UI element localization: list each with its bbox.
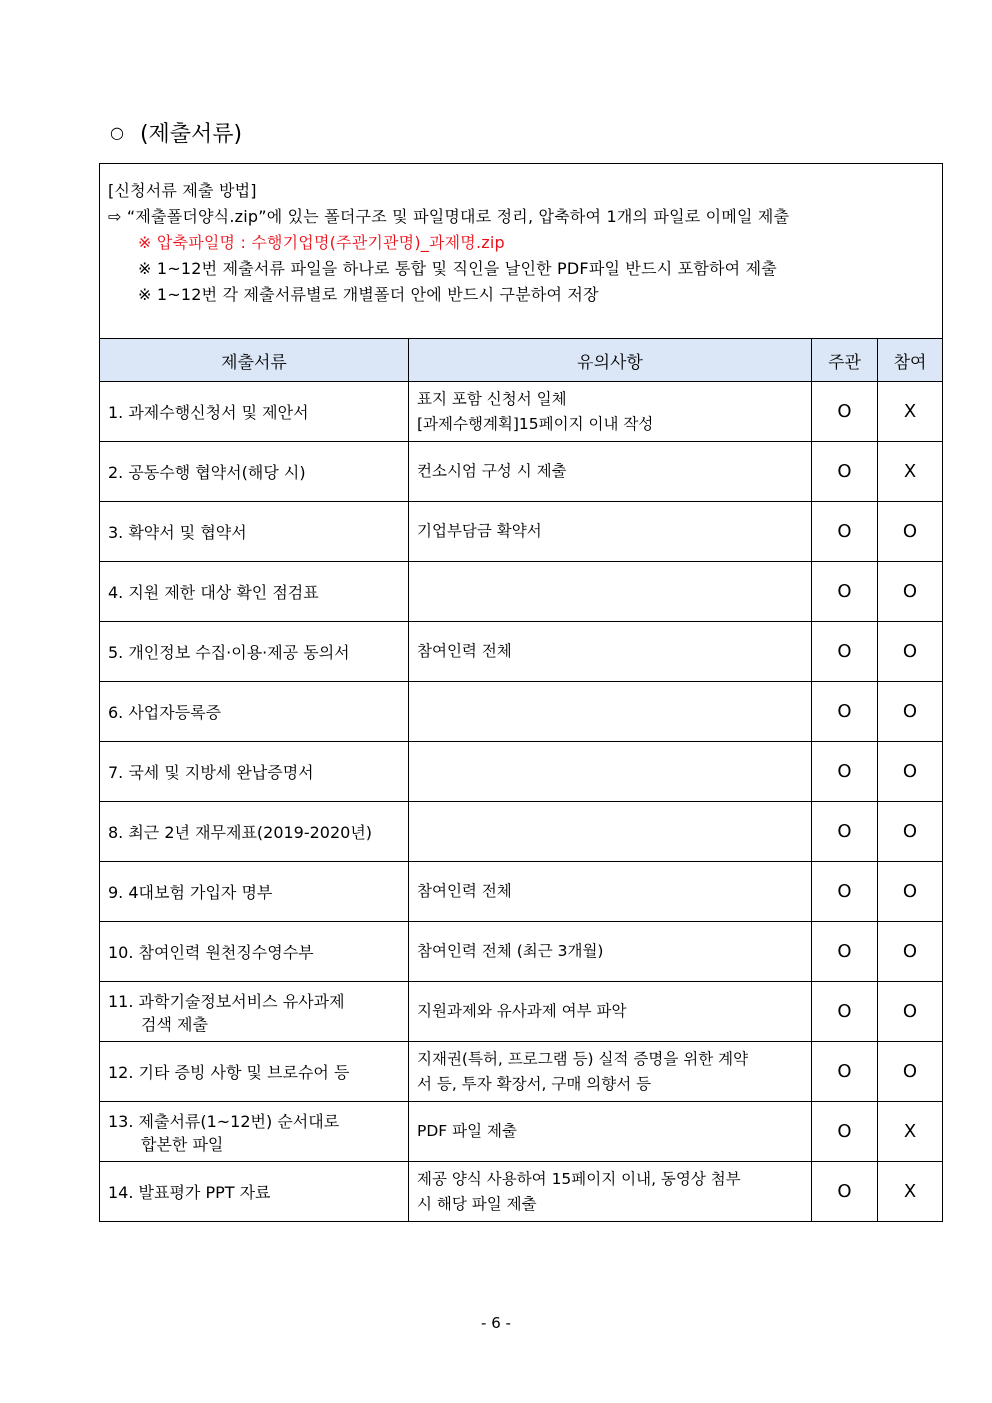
- note-line-1: PDF 파일 제출: [417, 1122, 517, 1140]
- note-line-1: 표지 포함 신청서 일체: [417, 389, 567, 408]
- table-row: [100, 862, 943, 922]
- note-cell: [409, 1042, 812, 1102]
- document-name: 3. 확약서 및 협약서: [108, 523, 247, 542]
- participant-mark-cell: [878, 1102, 943, 1162]
- lead-mark: O: [837, 821, 852, 842]
- page-number: - 6 -: [481, 1314, 511, 1332]
- method-arrow-line: ⇨ “제출폴더양식.zip”에 있는 폴더구조 및 파일명대로 정리, 압축하여 1개의 파일로 이메일 제출: [108, 207, 790, 226]
- note-cell: [409, 382, 812, 442]
- method-heading: [신청서류 제출 방법]: [108, 181, 257, 200]
- document-name-cell: [100, 562, 409, 622]
- participant-mark-cell: [878, 502, 943, 562]
- document-name: 13. 제출서류(1~12번) 순서대로: [108, 1111, 340, 1131]
- participant-mark-cell: [878, 802, 943, 862]
- document-name-cell: [100, 442, 409, 502]
- lead-mark: O: [837, 761, 852, 782]
- participant-mark: O: [902, 701, 918, 722]
- lead-mark-cell: [812, 682, 878, 742]
- participant-mark: O: [902, 761, 918, 782]
- note-line-1: 지원과제와 유사과제 여부 파악: [417, 1002, 627, 1020]
- document-name-cell: [100, 1042, 409, 1102]
- lead-mark-cell: [812, 502, 878, 562]
- folder-note: ※ 1~12번 각 제출서류별로 개별폴더 안에 반드시 구분하여 저장: [138, 285, 599, 304]
- document-name: 12. 기타 증빙 사항 및 브로슈어 등: [108, 1063, 350, 1082]
- participant-mark-cell: [878, 1162, 943, 1222]
- table-row: [100, 682, 943, 742]
- note-cell: [409, 742, 812, 802]
- note-cell: [409, 982, 812, 1042]
- note-line-2: 시 해당 파일 제출: [417, 1194, 537, 1213]
- document-name-cell: [100, 502, 409, 562]
- table-row: [100, 1042, 943, 1102]
- header-participant: 참여: [878, 339, 943, 382]
- lead-mark: O: [837, 941, 852, 962]
- participant-mark-cell: [878, 922, 943, 982]
- lead-mark: O: [837, 701, 852, 722]
- table-header-row: [100, 339, 943, 382]
- document-name: 5. 개인정보 수집·이용·제공 동의서: [108, 643, 350, 662]
- table-row: [100, 982, 943, 1042]
- note-line-1: 참여인력 전체: [417, 642, 512, 660]
- document-name-cell: [100, 862, 409, 922]
- document-name-cell: [100, 1162, 409, 1222]
- note-line-1: 참여인력 전체 (최근 3개월): [417, 942, 604, 960]
- section-title: [110, 117, 242, 148]
- header-note: 유의사항: [409, 339, 812, 382]
- lead-mark-cell: [812, 622, 878, 682]
- document-name-cell: [100, 382, 409, 442]
- header-doc: 제출서류: [100, 339, 409, 382]
- participant-mark: O: [902, 641, 918, 662]
- document-name: 14. 발표평가 PPT 자료: [108, 1183, 271, 1202]
- intro-row: [100, 164, 943, 339]
- note-line-1: 제공 양식 사용하여 15페이지 이내, 동영상 첨부: [417, 1169, 741, 1188]
- note-cell: [409, 562, 812, 622]
- table-row: [100, 622, 943, 682]
- document-name-cell: [100, 682, 409, 742]
- participant-mark: X: [903, 1121, 917, 1142]
- document-name: 2. 공동수행 협약서(해당 시): [108, 463, 306, 482]
- document-name: 7. 국세 및 지방세 완납증명서: [108, 763, 314, 782]
- participant-mark: X: [903, 401, 917, 422]
- lead-mark: O: [837, 1121, 852, 1142]
- document-name-cont: 합본한 파일: [141, 1134, 224, 1154]
- lead-mark-cell: [812, 1162, 878, 1222]
- lead-mark-cell: [812, 562, 878, 622]
- document-name-cell: [100, 922, 409, 982]
- filename-note: ※ 압축파일명 : 수행기업명(주관기관명)_과제명.zip: [138, 233, 505, 252]
- table-row: [100, 922, 943, 982]
- document-name: 9. 4대보험 가입자 명부: [108, 883, 273, 902]
- note-line-1: 참여인력 전체: [417, 882, 512, 900]
- lead-mark: O: [837, 401, 852, 422]
- lead-mark-cell: [812, 382, 878, 442]
- document-name: 11. 과학기술정보서비스 유사과제: [108, 991, 345, 1011]
- lead-mark: O: [837, 1061, 852, 1082]
- note-cell: [409, 1102, 812, 1162]
- participant-mark: O: [902, 581, 918, 602]
- participant-mark-cell: [878, 382, 943, 442]
- participant-mark-cell: [878, 1042, 943, 1102]
- participant-mark: O: [902, 1001, 918, 1022]
- participant-mark-cell: [878, 682, 943, 742]
- note-cell: [409, 682, 812, 742]
- table-row: [100, 1102, 943, 1162]
- lead-mark-cell: [812, 1102, 878, 1162]
- document-name: 8. 최근 2년 재무제표(2019-2020년): [108, 823, 373, 842]
- participant-mark: X: [903, 461, 917, 482]
- lead-mark-cell: [812, 982, 878, 1042]
- participant-mark: O: [902, 941, 918, 962]
- participant-mark: O: [902, 881, 918, 902]
- table-row: [100, 502, 943, 562]
- document-name-cell: [100, 622, 409, 682]
- lead-mark-cell: [812, 742, 878, 802]
- lead-mark-cell: [812, 442, 878, 502]
- note-cell: [409, 922, 812, 982]
- document-name-cont: 검색 제출: [141, 1014, 208, 1034]
- note-line-1: 지재권(특허, 프로그램 등) 실적 증명을 위한 계약: [417, 1049, 749, 1068]
- participant-mark-cell: [878, 982, 943, 1042]
- document-name: 10. 참여인력 원천징수영수부: [108, 943, 314, 962]
- header-lead: 주관: [812, 339, 878, 382]
- lead-mark: O: [837, 581, 852, 602]
- participant-mark: O: [902, 1061, 918, 1082]
- submission-method-box: [100, 164, 943, 339]
- participant-mark-cell: [878, 442, 943, 502]
- circle-bullet-icon: ○: [110, 123, 124, 142]
- lead-mark: O: [837, 521, 852, 542]
- note-line-2: 서 등, 투자 확장서, 구매 의향서 등: [417, 1074, 652, 1093]
- document-name-cell: [100, 742, 409, 802]
- document-name-cell: [100, 982, 409, 1042]
- lead-mark-cell: [812, 922, 878, 982]
- table-row: [100, 442, 943, 502]
- table-row: [100, 562, 943, 622]
- pdf-merge-note: ※ 1~12번 제출서류 파일을 하나로 통합 및 직인을 날인한 PDF파일 반드시 포함하여 제출: [138, 259, 777, 278]
- document-name-cell: [100, 1102, 409, 1162]
- note-cell: [409, 1162, 812, 1222]
- document-name: 1. 과제수행신청서 및 제안서: [108, 403, 309, 422]
- table-row: [100, 1162, 943, 1222]
- note-cell: [409, 622, 812, 682]
- table-row: [100, 802, 943, 862]
- participant-mark-cell: [878, 742, 943, 802]
- participant-mark: X: [903, 1181, 917, 1202]
- document-name: 6. 사업자등록증: [108, 703, 222, 722]
- lead-mark: O: [837, 1001, 852, 1022]
- note-line-1: 기업부담금 확약서: [417, 522, 542, 540]
- participant-mark-cell: [878, 622, 943, 682]
- lead-mark-cell: [812, 862, 878, 922]
- table-row: [100, 742, 943, 802]
- document-name-cell: [100, 802, 409, 862]
- lead-mark: O: [837, 461, 852, 482]
- participant-mark: O: [902, 821, 918, 842]
- lead-mark: O: [837, 881, 852, 902]
- lead-mark: O: [837, 1181, 852, 1202]
- submission-documents-table: [99, 163, 943, 1222]
- section-title-text: (제출서류): [139, 122, 243, 147]
- note-cell: [409, 442, 812, 502]
- participant-mark: O: [902, 521, 918, 542]
- lead-mark: O: [837, 641, 852, 662]
- note-cell: [409, 862, 812, 922]
- note-cell: [409, 502, 812, 562]
- note-line-1: 컨소시엄 구성 시 제출: [417, 462, 567, 480]
- document-name: 4. 지원 제한 대상 확인 점검표: [108, 583, 319, 602]
- note-cell: [409, 802, 812, 862]
- note-line-2: [과제수행계획]15페이지 이내 작성: [417, 414, 654, 433]
- participant-mark-cell: [878, 862, 943, 922]
- lead-mark-cell: [812, 1042, 878, 1102]
- table-row: [100, 382, 943, 442]
- participant-mark-cell: [878, 562, 943, 622]
- lead-mark-cell: [812, 802, 878, 862]
